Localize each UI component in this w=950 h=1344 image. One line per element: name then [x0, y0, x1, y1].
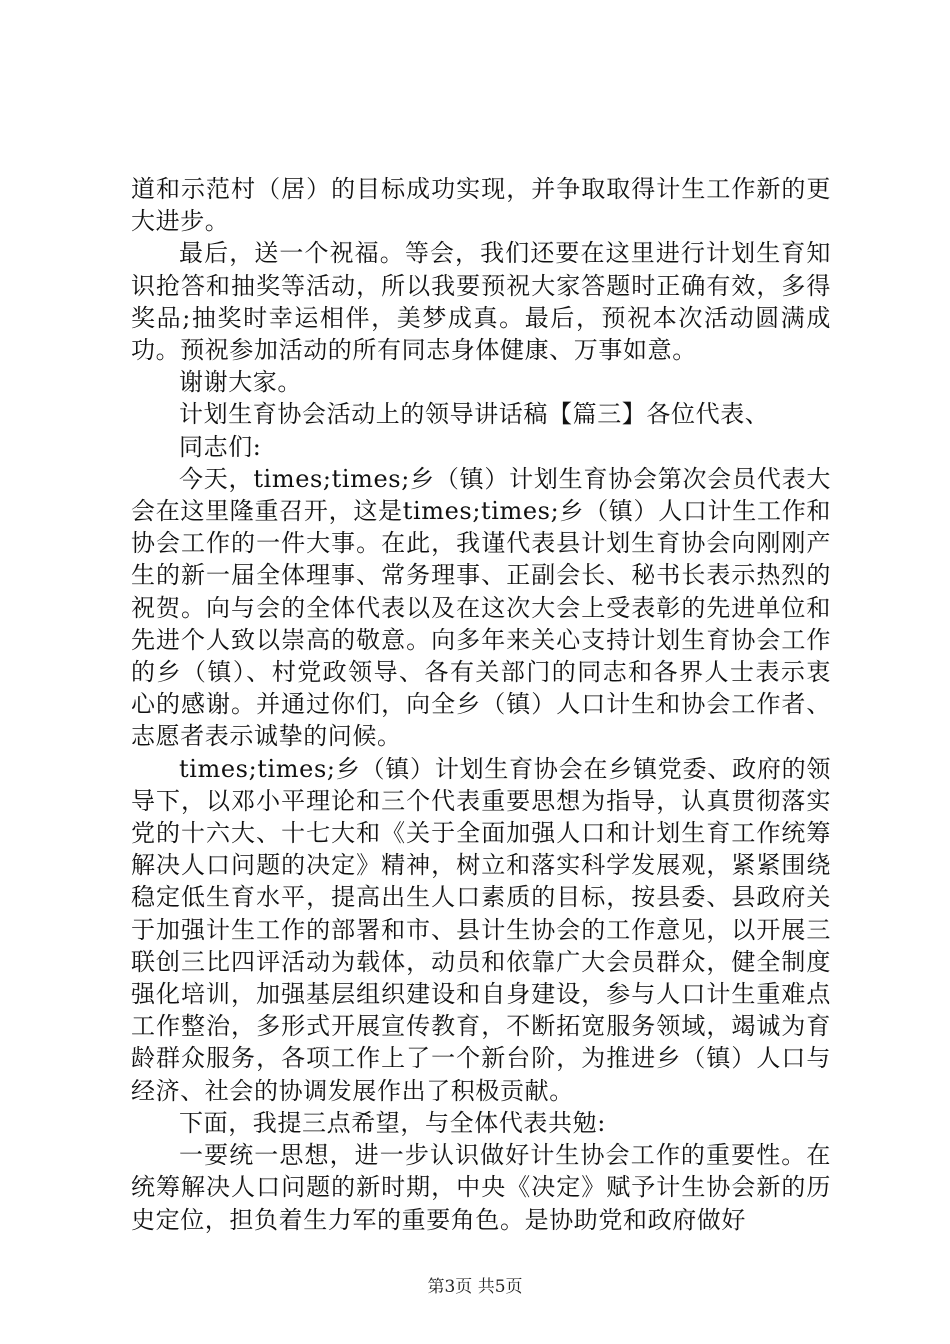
paragraph: 最后，送一个祝福。等会，我们还要在这里进行计划生育知识抢答和抽奖等活动，所以我要预祝大家答题时正确有效，多得奖品;抽奖时幸运相伴，美梦成真。最后，预祝本次活动圆满成功。预祝参加活动的所有同志身体健康、万事如意。 [131, 239, 831, 365]
paragraph: 今天，times;times;乡（镇）计划生育协会第次会员代表大会在这里隆重召开，这是times;times;乡（镇）人口计生工作和协会工作的一件大事。在此，我谨代表县计划生育协会向刚刚产生的新一届全体理事、常务理事、正副会长、秘书长表示热烈的祝贺。向与会的全体代表以及在这次大会上受表彰的先进单位和先进个人致以崇高的敬意。向多年来关心支持计划生育协会工作的乡（镇）、村党政领导、各有关部门的同志和各界人士表示衷心的感谢。并通过你们，向全乡（镇）人口计生和协会工作者、志愿者表示诚挚的问候。 [131, 464, 831, 751]
paragraph: 一要统一思想，进一步认识做好计生协会工作的重要性。在统筹解决人口问题的新时期，中央《决定》赋予计生协会新的历史定位，担负着生力军的重要角色。是协助党和政府做好 [131, 1141, 831, 1234]
paragraph: 下面，我提三点希望，与全体代表共勉: [179, 1108, 606, 1137]
document-body [131, 173, 831, 1236]
paragraph: times;times;乡（镇）计划生育协会在乡镇党委、政府的领导下，以邓小平理论和三个代表重要思想为指导，认真贯彻落实党的十六大、十七大和《关于全面加强人口和计划生育工作统筹解决人口问题的决定》精神，树立和落实科学发展观，紧紧围绕稳定低生育水平，提高出生人口素质的目标，按县委、县政府关于加强计生工作的部署和市、县计生协会的工作意见，以开展三联创三比四评活动为载体，动员和依靠广大会员群众，健全制度强化培训，加强基层组织建设和自身建设，参与人口计生重难点工作整治，多形式开展宣传教育，不断拓宽服务领域，竭诚为育龄群众服务，各项工作上了一个新台阶，为推进乡（镇）人口与经济、社会的协调发展作出了积极贡献。 [131, 754, 831, 1105]
section-heading: 计划生育协会活动上的领导讲话稿【篇三】各位代表、 [179, 400, 770, 429]
paragraph: 道和示范村（居）的目标成功实现，并争取取得计生工作新的更大进步。 [131, 175, 831, 236]
page-number-footer: 第3页 共5页 [427, 1277, 523, 1297]
paragraph: 谢谢大家。 [179, 368, 302, 397]
salutation: 同志们: [179, 432, 262, 461]
